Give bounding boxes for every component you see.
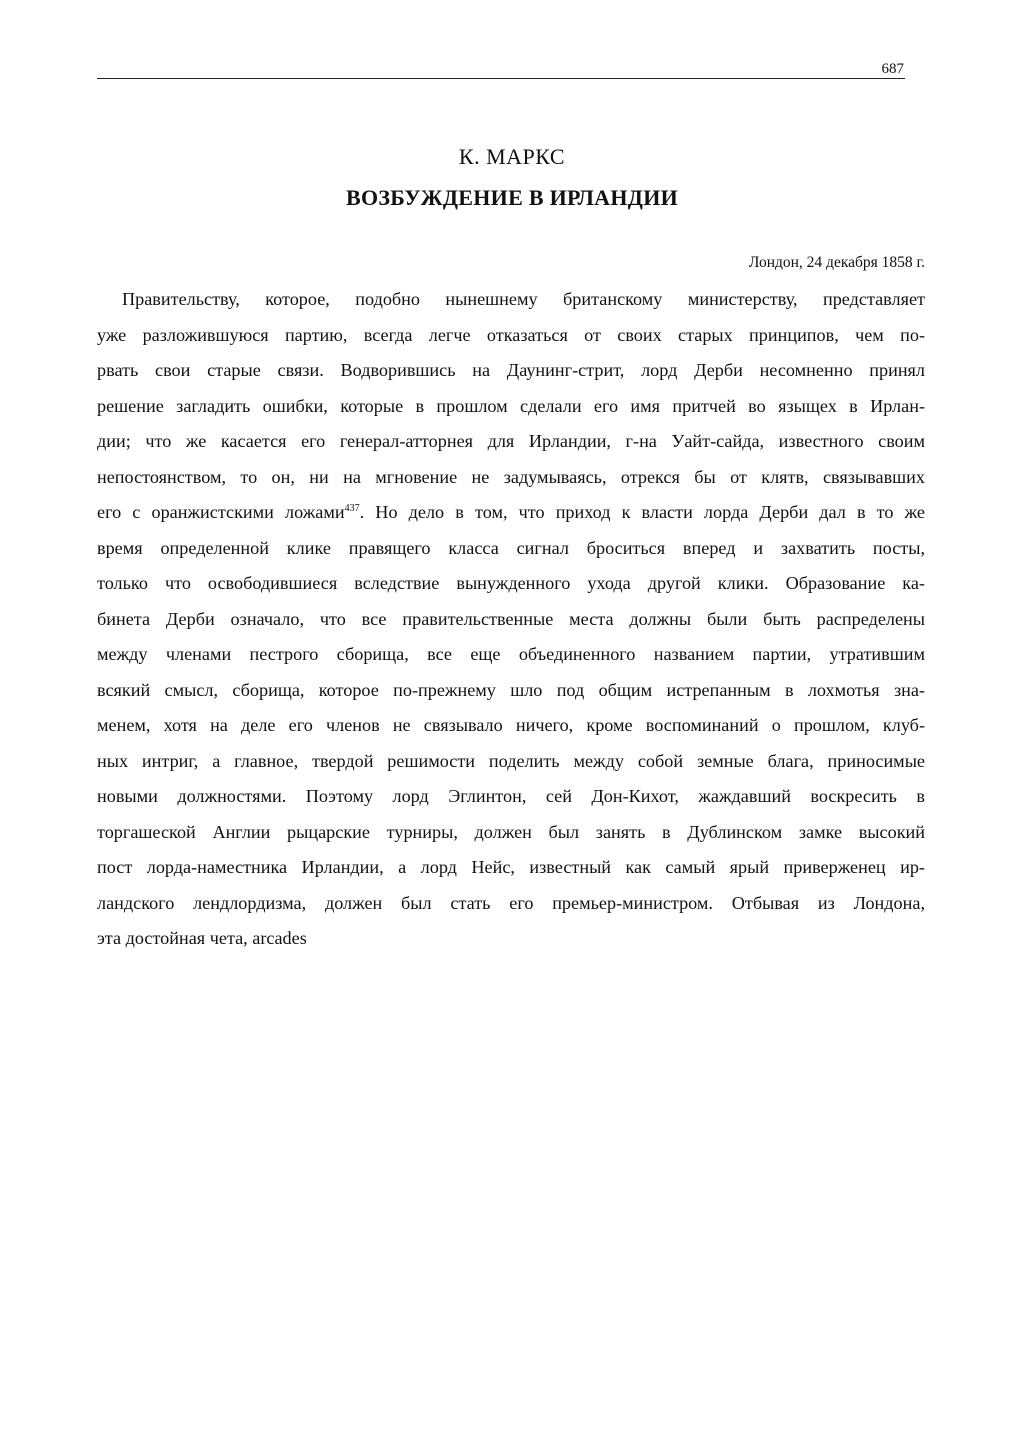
body-line (97, 497, 925, 533)
body-line: менем, хотя на деле его членов не связывало ничего, кроме воспоминаний о прошлом, клуб- (97, 715, 925, 735)
article-body (97, 284, 925, 959)
article-title: ВОЗБУЖДЕНИЕ В ИРЛАНДИИ (345, 185, 679, 210)
body-line: только что освободившиеся вследствие вынужденного ухода другой клики. Образование ка- (97, 573, 925, 593)
author-name: К. МАРКС (458, 144, 566, 169)
body-line: решение загладить ошибки, которые в прошлом сделали его имя притчей во языщех в Ирлан- (97, 395, 925, 416)
page-number: 687 (881, 61, 904, 77)
body-line: ных интриг, а главное, твердой решимости поделить между собой земные блага, приносимые (97, 750, 925, 771)
body-line: эта достойная чета, arcades (97, 928, 307, 948)
body-line: торгашеской Англии рыцарские турниры, должен был занять в Дублинском замке высокий (97, 821, 925, 842)
body-line: дии; что же касается его генерал-атторнея для Ирландии, г-на Уайт-сайда, известного своим (97, 431, 925, 451)
body-line: всякий смысл, сборища, которое по-прежнему шло под общим истрепанным в лохмотья зна- (97, 679, 925, 700)
header-rule (97, 78, 905, 79)
body-line: новыми должностями. Поэтому лорд Эглинтон, сей Дон-Кихот, жаждавший воскресить в (97, 786, 925, 806)
body-line-part: . Но дело в том, что приход к власти лорда Дерби дал в то же (359, 502, 926, 522)
dateline: Лондон, 24 декабря 1858 г. (748, 254, 925, 271)
body-line: рвать свои старые связи. Водворившись на Даунинг-стрит, лорд Дерби несомненно принял (97, 360, 925, 380)
body-line-part: его с оранжистскими ложами (97, 502, 345, 522)
footnote-marker: 437 (344, 503, 360, 514)
body-line: пост лорда-наместника Ирландии, а лорд Нейс, известный как самый ярый приверженец ир- (97, 857, 925, 877)
body-line: уже разложившуюся партию, всегда легче отказаться от своих старых принципов, чем по- (97, 324, 925, 345)
body-line: ландского лендлордизма, должен был стать его премьер-министром. Отбывая из Лондона, (97, 892, 925, 913)
body-line: Правительству, которое, подобно нынешнему британскому министерству, представляет (122, 289, 925, 309)
body-line: время определенной клике правящего класса сигнал броситься вперед и захватить посты, (97, 537, 925, 558)
body-line: бинета Дерби означало, что все правительственные места должны были быть распределены (97, 608, 925, 629)
body-line: между членами пестрого сборища, все еще объединенного названием партии, утратившим (97, 644, 925, 664)
body-line: непостоянством, то он, ни на мгновение не задумываясь, отрекся бы от клятв, связывавших (97, 466, 925, 487)
